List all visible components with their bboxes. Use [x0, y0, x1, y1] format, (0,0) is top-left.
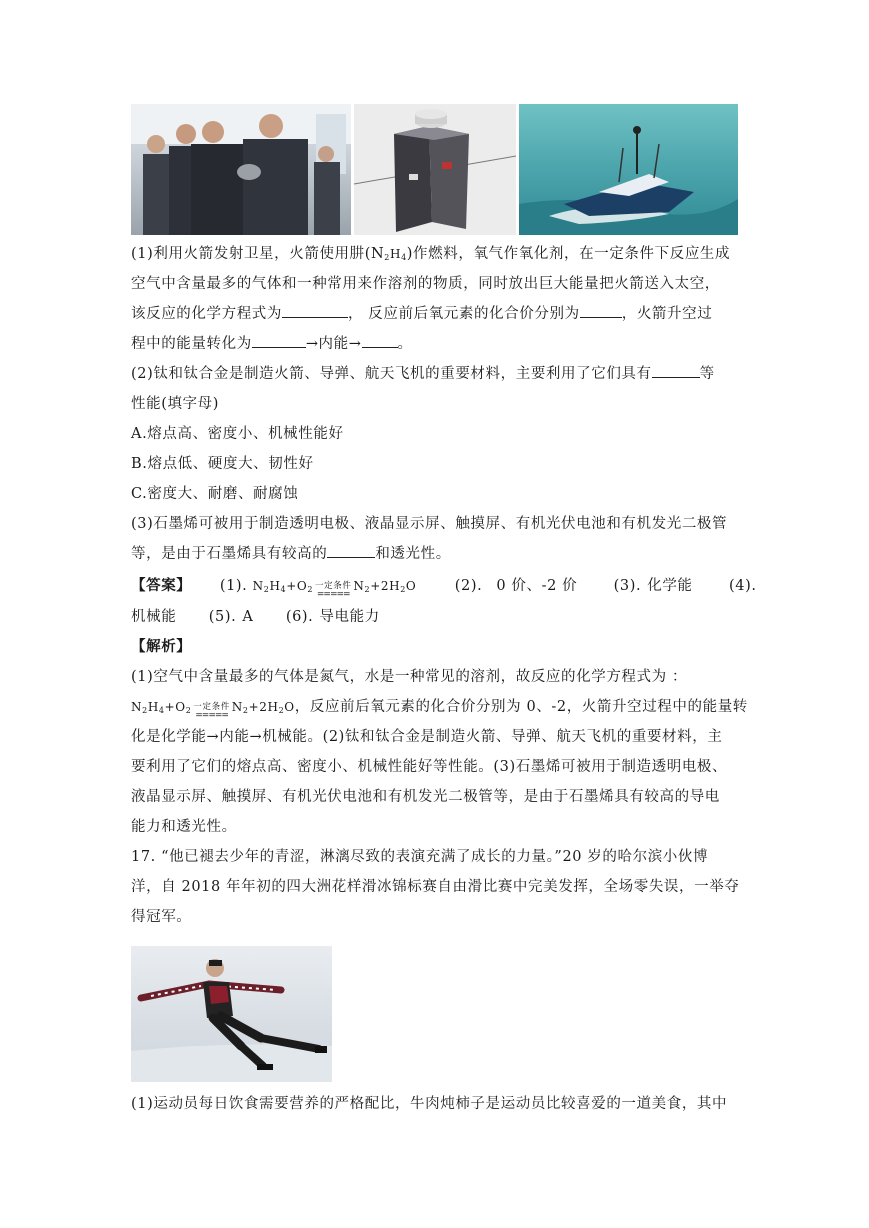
- satellite-photo: [354, 104, 516, 235]
- blank-valence[interactable]: [580, 301, 622, 318]
- q16-p3-line2: 等，是由于石墨烯具有较高的 和透光性。: [131, 539, 741, 569]
- option-a: A.熔点高、密度小、机械性能好: [131, 426, 344, 442]
- q16-p1-line4: 程中的能量转化为 →内能→ 。: [131, 329, 741, 359]
- answer-equation: $N_2H_4+O_2$ 一定条件 ===== $N_2+2H_2O$: [252, 579, 417, 600]
- analysis-line5: 液晶显示屏、触摸屏、有机光伏电池和有机发光二极管等，是由于石墨烯具有较高的导电: [131, 789, 720, 805]
- analysis-line2: $N_2H_4+O_2$ 一定条件 ===== $N_2+2H_2O$，反应前后氧元素的化合价分别为 0、-2，火箭升空过程中的能量转: [131, 699, 748, 721]
- q17-line1: 17. “他已褪去少年的青涩，淋漓尽致的表演充满了成长的力量。”20 岁的哈尔滨小伙博: [131, 849, 709, 865]
- inspection-photo: [131, 104, 351, 235]
- svg-text:.: .: [135, 1075, 137, 1080]
- option-b: B.熔点低、硬度大、韧性好: [131, 456, 314, 472]
- q17-line2: 洋，自 2018 年年初的四大洲花样滑冰锦标赛自由滑比赛中完美发挥，全场零失误，一举夺: [131, 879, 740, 895]
- q17-p1-line1: (1)运动员每日饮食需要营养的严格配比，牛肉炖柿子是运动员比较喜爱的一道美食，其中: [131, 1096, 728, 1112]
- question-16-text: [131, 239, 757, 932]
- q16-p1-line3: 该反应的化学方程式为 ， 反应前后氧元素的化合价分别为 ，火箭升空过: [131, 299, 741, 329]
- q16-p2-line2: 性能(填字母): [131, 396, 220, 412]
- photo-strip: [131, 104, 738, 235]
- unmanned-boat-photo: [519, 104, 738, 235]
- question-17-part1: [131, 1089, 741, 1119]
- analysis-line4: 要利用了它们的熔点高、密度小、机械性能好等性能。(3)石墨烯可被用于制造透明电极、: [131, 759, 728, 775]
- q16-p3-line1: (3)石墨烯可被用于制造透明电极、液晶显示屏、触摸屏、有机光伏电池和有机发光二极管: [131, 516, 728, 532]
- q16-p2-line1: (2)钛和钛合金是制造火箭、导弹、航天飞机的重要材料，主要利用了它们具有 等: [131, 359, 741, 389]
- analysis-equation: $N_2H_4+O_2$ 一定条件 ===== $N_2+2H_2O$: [131, 700, 295, 721]
- q16-p1-line2: 空气中含量最多的气体和一种常用来作溶剂的物质，同时放出巨大能量把火箭送入太空，: [131, 276, 720, 292]
- blank-energy-2[interactable]: [362, 331, 398, 348]
- blank-graphene[interactable]: [327, 541, 375, 558]
- analysis-line6: 能力和透光性。: [131, 819, 237, 835]
- analysis-line3: 化是化学能→内能→机械能。(2)钛和钛合金是制造火箭、导弹、航天飞机的重要材料，主: [131, 729, 723, 745]
- blank-equation[interactable]: [282, 301, 348, 318]
- answer-line1: 【答案】 (1). $N_2H_4+O_2$ 一定条件 ===== $N_2+2H_2O$ (2). 0 价、-2 价 (3). 化学能 (4).: [131, 577, 757, 600]
- q16-p1-line1: (1)利用火箭发射卫星，火箭使用肼$(N_2H_4)$作燃料，氧气作氧化剂，在一定条件下反应生成: [131, 246, 731, 262]
- answer-label: 【答案】: [131, 577, 192, 594]
- answer-line2: 机械能 (5). A (6). 导电能力: [131, 609, 380, 625]
- blank-properties[interactable]: [652, 361, 700, 378]
- analysis-line1: (1)空气中含量最多的气体是氮气，水是一种常见的溶剂，故反应的化学方程式为 ：: [131, 669, 688, 685]
- q17-line3: 得冠军。: [131, 909, 192, 925]
- analysis-label: 【解析】: [131, 638, 192, 655]
- blank-energy-1[interactable]: [252, 331, 306, 348]
- option-c: C.密度大、耐磨、耐腐蚀: [131, 486, 299, 502]
- figure-skater-photo: [131, 946, 332, 1082]
